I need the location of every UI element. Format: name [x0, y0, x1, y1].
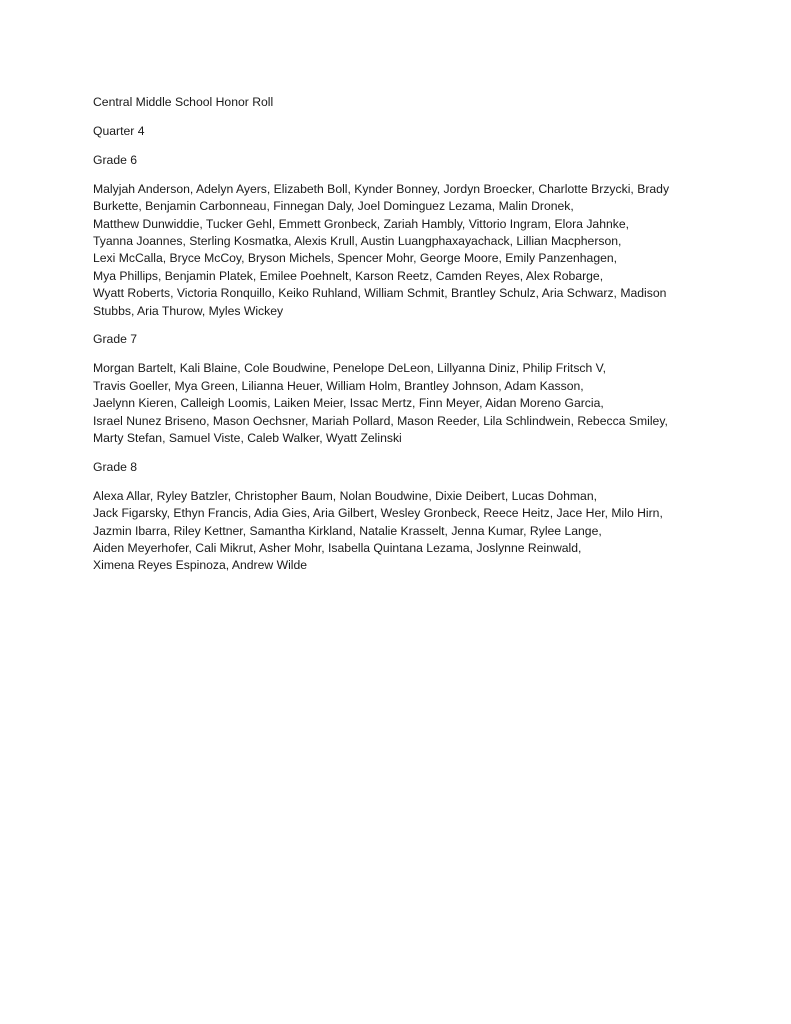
name-line: Wyatt Roberts, Victoria Ronquillo, Keiko Ruhland, William Schmit, Brantley Schulz, Aria Schwarz, Madison [93, 286, 667, 301]
name-line: Lexi McCalla, Bryce McCoy, Bryson Michels, Spencer Mohr, George Moore, Emily Panzenhagen, [93, 251, 618, 266]
name-line: Aiden Meyerhofer, Cali Mikrut, Asher Mohr, Isabella Quintana Lezama, Joslynne Reinwald, [93, 541, 582, 556]
grade-6-heading: Grade 6 [93, 152, 138, 167]
name-line: Stubbs, Aria Thurow, Myles Wickey [93, 303, 284, 318]
name-line: Israel Nunez Briseno, Mason Oechsner, Mariah Pollard, Mason Reeder, Lila Schlindwein, Rebecca Smiley, [93, 413, 668, 428]
name-line: Alexa Allar, Ryley Batzler, Christopher Baum, Nolan Boudwine, Dixie Deibert, Lucas Dohman, [93, 488, 597, 503]
name-line: Malyjah Anderson, Adelyn Ayers, Elizabeth Boll, Kynder Bonney, Jordyn Broecker, Charlotte Brzycki, Brady [93, 181, 670, 196]
name-line: Jack Figarsky, Ethyn Francis, Adia Gies, Aria Gilbert, Wesley Gronbeck, Reece Heitz, Jace Her, Milo Hirn, [93, 506, 663, 521]
name-line: Jaelynn Kieren, Calleigh Loomis, Laiken Meier, Issac Mertz, Finn Meyer, Aidan Moreno Garcia, [93, 396, 604, 411]
grade-8-names [93, 488, 713, 575]
document-title: Central Middle School Honor Roll [93, 95, 274, 109]
name-line: Jazmin Ibarra, Riley Kettner, Samantha Kirkland, Natalie Krasselt, Jenna Kumar, Rylee Lange, [93, 523, 602, 538]
name-line: Ximena Reyes Espinoza, Andrew Wilde [93, 558, 308, 573]
name-line: Matthew Dunwiddie, Tucker Gehl, Emmett Gronbeck, Zariah Hambly, Vittorio Ingram, Elora Jahnke, [93, 216, 630, 231]
name-line: Morgan Bartelt, Kali Blaine, Cole Boudwine, Penelope DeLeon, Lillyanna Diniz, Philip Fritsch V, [93, 361, 607, 376]
name-line: Mya Phillips, Benjamin Platek, Emilee Poehnelt, Karson Reetz, Camden Reyes, Alex Robarge, [93, 268, 604, 283]
grade-7-heading: Grade 7 [93, 332, 138, 347]
document-body [93, 94, 713, 586]
name-line: Marty Stefan, Samuel Viste, Caleb Walker, Wyatt Zelinski [93, 431, 402, 445]
quarter-label: Quarter 4 [93, 123, 145, 138]
name-line: Travis Goeller, Mya Green, Lilianna Heuer, William Holm, Brantley Johnson, Adam Kasson, [93, 378, 584, 393]
name-line: Burkette, Benjamin Carbonneau, Finnegan Daly, Joel Dominguez Lezama, Malin Dronek, [93, 199, 574, 214]
grade-7-names [93, 360, 713, 447]
grade-8-heading: Grade 8 [93, 459, 138, 474]
name-line: Tyanna Joannes, Sterling Kosmatka, Alexis Krull, Austin Luangphaxayachack, Lillian Macpherson, [93, 233, 622, 248]
grade-6-names [93, 181, 713, 320]
